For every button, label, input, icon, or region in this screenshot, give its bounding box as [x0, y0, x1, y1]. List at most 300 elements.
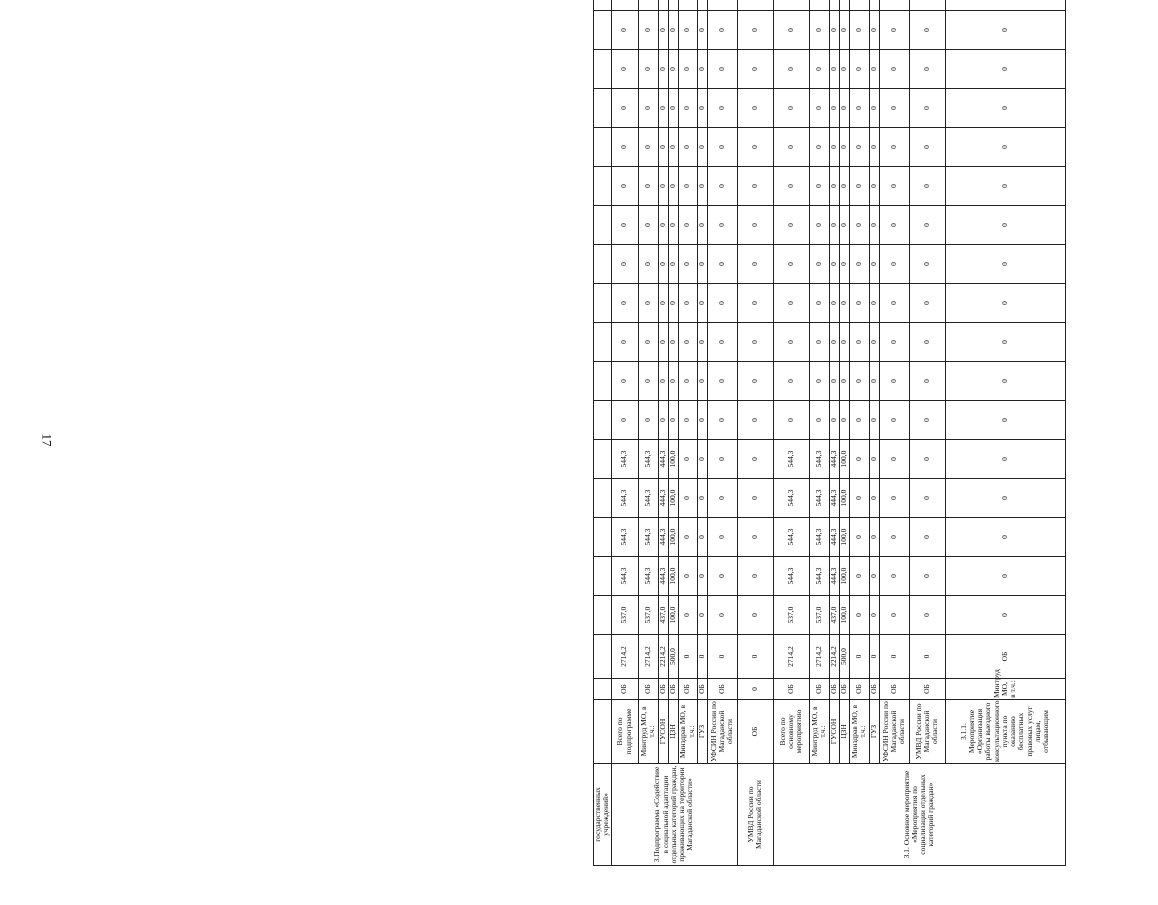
value-cell: 0: [737, 284, 773, 323]
value-cell: 0: [909, 323, 945, 362]
value-cell: [594, 0, 612, 11]
value-cell: 2214,2: [658, 635, 668, 679]
value-cell: 0: [707, 50, 737, 89]
value-cell: 0: [697, 323, 707, 362]
value-cell: 0: [839, 50, 849, 89]
value-cell: 544,3: [638, 518, 658, 557]
value-cell: 0: [707, 518, 737, 557]
value-cell: [594, 50, 612, 89]
value-cell: 0: [668, 206, 678, 245]
value-cell: 0: [869, 635, 879, 679]
value-cell: 0: [849, 206, 869, 245]
value-cell: 0: [849, 89, 869, 128]
value-cell: 0: [773, 167, 809, 206]
value-cell: 0: [678, 440, 697, 479]
value-cell: 0: [909, 50, 945, 89]
value-cell: 0: [611, 167, 638, 206]
value-cell: 0: [707, 206, 737, 245]
executor-cell: ГУСОН: [658, 700, 668, 764]
value-cell: 0: [668, 401, 678, 440]
value-cell: 100,0: [668, 596, 678, 635]
value-cell: 0: [849, 518, 869, 557]
value-cell: [697, 0, 707, 11]
value-cell: 437,0: [829, 596, 839, 635]
value-cell: 0: [697, 479, 707, 518]
table-row: [909, 0, 945, 866]
value-cell: 0: [809, 89, 829, 128]
value-cell: 444,3: [658, 557, 668, 596]
value-cell: 0: [869, 518, 879, 557]
value-cell: 0: [638, 128, 658, 167]
funding-source-cell: ОБ: [773, 679, 809, 700]
value-cell: 0: [945, 50, 1065, 89]
value-cell: 0: [809, 362, 829, 401]
table-row: [839, 0, 849, 866]
value-cell: 544,3: [638, 479, 658, 518]
value-cell: [594, 128, 612, 167]
rotated-page: [593, 26, 1158, 866]
value-cell: 0: [638, 245, 658, 284]
funding-source-cell: ОБ: [909, 679, 945, 700]
value-cell: 0: [638, 50, 658, 89]
value-cell: 0: [658, 323, 668, 362]
value-cell: 0: [658, 284, 668, 323]
value-cell: 0: [849, 440, 869, 479]
value-cell: 0: [697, 596, 707, 635]
value-cell: 444,3: [829, 440, 839, 479]
value-cell: 0: [879, 284, 909, 323]
value-cell: 2714,2: [773, 635, 809, 679]
value-cell: 0: [678, 50, 697, 89]
value-cell: 0: [839, 401, 849, 440]
value-cell: [594, 518, 612, 557]
value-cell: [594, 596, 612, 635]
value-cell: 537,0: [773, 596, 809, 635]
value-cell: 0: [678, 245, 697, 284]
value-cell: 0: [737, 89, 773, 128]
table-row: [849, 0, 869, 866]
value-cell: 0: [869, 479, 879, 518]
value-cell: 100,0: [839, 596, 849, 635]
value-cell: 0: [869, 50, 879, 89]
value-cell: 0: [658, 206, 668, 245]
value-cell: [594, 479, 612, 518]
value-cell: 0: [849, 284, 869, 323]
value-cell: 544,3: [809, 557, 829, 596]
value-cell: 0: [879, 89, 909, 128]
value-cell: 0: [638, 284, 658, 323]
value-cell: 0: [678, 596, 697, 635]
value-cell: 0: [658, 401, 668, 440]
value-cell: 444,3: [658, 479, 668, 518]
value-cell: 100,0: [839, 440, 849, 479]
value-cell: 0: [737, 401, 773, 440]
funding-source-cell: ОБ: [611, 679, 638, 700]
value-cell: [879, 0, 909, 11]
value-cell: 0: [658, 128, 668, 167]
value-cell: 444,3: [658, 440, 668, 479]
value-cell: [594, 362, 612, 401]
value-cell: 0: [879, 245, 909, 284]
value-cell: 0: [945, 206, 1065, 245]
funding-source-cell: ОБ: [829, 679, 839, 700]
value-cell: 0: [668, 284, 678, 323]
value-cell: 100,0: [668, 557, 678, 596]
value-cell: 0: [611, 401, 638, 440]
value-cell: [594, 401, 612, 440]
value-cell: 0: [707, 11, 737, 50]
value-cell: 0: [879, 362, 909, 401]
value-cell: 0: [611, 50, 638, 89]
value-cell: 0: [869, 362, 879, 401]
value-cell: 0: [849, 557, 869, 596]
funding-source-cell: ОБ: [697, 679, 707, 700]
value-cell: 0: [611, 245, 638, 284]
executor-cell: УФСИН России по Магаданской области: [707, 700, 737, 764]
value-cell: 0: [909, 362, 945, 401]
value-cell: 0: [869, 245, 879, 284]
value-cell: 0: [707, 284, 737, 323]
value-cell: 0: [945, 440, 1065, 479]
funding-source-cell: ОБ: [707, 679, 737, 700]
value-cell: 0: [849, 50, 869, 89]
value-cell: 0: [829, 323, 839, 362]
value-cell: 100,0: [668, 440, 678, 479]
value-cell: 0: [697, 128, 707, 167]
table-row: [594, 0, 612, 866]
value-cell: 0: [707, 245, 737, 284]
value-cell: 0: [773, 284, 809, 323]
value-cell: 0: [839, 11, 849, 50]
program-name-cell: 3.Подпрограмма «Содействие в социальной адаптации отдельных категорий граждан, проживающих на территории Магаданской области»: [611, 764, 737, 866]
value-cell: 0: [945, 167, 1065, 206]
value-cell: 0: [697, 635, 707, 679]
value-cell: 0: [909, 518, 945, 557]
value-cell: 0: [638, 167, 658, 206]
value-cell: 0: [707, 128, 737, 167]
value-cell: 0: [678, 323, 697, 362]
value-cell: 544,3: [809, 518, 829, 557]
value-cell: 0: [737, 679, 773, 700]
value-cell: 0: [773, 128, 809, 167]
executor-cell: УФСИН России по Магаданской области: [879, 700, 909, 764]
funding-source-cell: [594, 679, 612, 700]
value-cell: 0: [879, 11, 909, 50]
value-cell: 0: [678, 635, 697, 679]
value-cell: 0: [658, 245, 668, 284]
value-cell: 0: [849, 167, 869, 206]
value-cell: 0: [737, 440, 773, 479]
value-cell: 0: [611, 128, 638, 167]
value-cell: [594, 11, 612, 50]
value-cell: 0: [737, 50, 773, 89]
value-cell: 0: [909, 284, 945, 323]
value-cell: 0: [697, 557, 707, 596]
value-cell: 0: [869, 128, 879, 167]
value-cell: 0: [869, 167, 879, 206]
value-cell: 0: [678, 557, 697, 596]
value-cell: 0: [829, 128, 839, 167]
value-cell: 0: [879, 518, 909, 557]
value-cell: 0: [697, 440, 707, 479]
value-cell: 0: [737, 245, 773, 284]
value-cell: 0: [773, 50, 809, 89]
executor-cell: Минтруд МО, в т.ч.:: [638, 700, 658, 764]
value-cell: 0: [879, 167, 909, 206]
value-cell: 0: [638, 11, 658, 50]
value-cell: 0: [678, 284, 697, 323]
value-cell: 0: [678, 479, 697, 518]
table-row: [707, 0, 737, 866]
value-cell: 0: [849, 596, 869, 635]
value-cell: 0: [678, 518, 697, 557]
value-cell: 0: [809, 245, 829, 284]
value-cell: 0: [737, 557, 773, 596]
value-cell: [594, 440, 612, 479]
executor-cell: ЦЗН: [839, 700, 849, 764]
value-cell: 0: [773, 362, 809, 401]
value-cell: 0: [945, 362, 1065, 401]
table-row: [773, 0, 809, 866]
value-cell: 0: [638, 89, 658, 128]
value-cell: 0: [839, 323, 849, 362]
value-cell: 0: [909, 557, 945, 596]
value-cell: [809, 0, 829, 11]
executor-cell: ГУЗ: [869, 700, 879, 764]
value-cell: 0: [909, 167, 945, 206]
executor-cell: ЦЗН: [668, 700, 678, 764]
value-cell: 537,0: [638, 596, 658, 635]
value-cell: [678, 0, 697, 11]
value-cell: 0: [611, 362, 638, 401]
value-cell: 100,0: [839, 557, 849, 596]
value-cell: 100,0: [839, 518, 849, 557]
executor-cell: Минздрав МО, в т.ч.:: [849, 700, 869, 764]
value-cell: 444,3: [658, 518, 668, 557]
value-cell: [594, 245, 612, 284]
executor-cell: ГУСОН: [829, 700, 839, 764]
value-cell: 0: [697, 167, 707, 206]
value-cell: 0: [773, 245, 809, 284]
value-cell: 0: [638, 401, 658, 440]
value-cell: 0: [909, 479, 945, 518]
value-cell: 0: [849, 401, 869, 440]
value-cell: 0: [638, 206, 658, 245]
value-cell: 0: [849, 635, 869, 679]
value-cell: 0: [611, 11, 638, 50]
value-cell: 100,0: [668, 518, 678, 557]
value-cell: 0: [707, 635, 737, 679]
value-cell: 0: [668, 167, 678, 206]
value-cell: 444,3: [829, 479, 839, 518]
value-cell: 0: [869, 11, 879, 50]
value-cell: 0: [638, 323, 658, 362]
executor-cell: УМВД России по Магаданской области: [737, 764, 773, 866]
value-cell: 0: [909, 401, 945, 440]
program-name-cell: 3.1. Основное мероприятие «Мероприятия по социализации отдельных категорий граждан»: [773, 764, 1065, 866]
value-cell: 0: [611, 323, 638, 362]
executor-cell: Всего по основному мероприятию: [773, 700, 809, 764]
value-cell: 544,3: [611, 557, 638, 596]
value-cell: 544,3: [773, 440, 809, 479]
value-cell: 0: [849, 362, 869, 401]
value-cell: [594, 89, 612, 128]
value-cell: 0: [839, 206, 849, 245]
value-cell: 0: [773, 89, 809, 128]
value-cell: 0: [945, 557, 1065, 596]
value-cell: 0: [809, 206, 829, 245]
value-cell: 0: [829, 284, 839, 323]
value-cell: [773, 0, 809, 11]
value-cell: 0: [839, 245, 849, 284]
value-cell: 0: [839, 167, 849, 206]
value-cell: 0: [707, 89, 737, 128]
value-cell: 0: [879, 401, 909, 440]
value-cell: 0: [809, 167, 829, 206]
value-cell: 0: [945, 596, 1065, 635]
value-cell: 0: [829, 50, 839, 89]
value-cell: 0: [697, 245, 707, 284]
value-cell: 537,0: [809, 596, 829, 635]
page-number: 17: [39, 433, 55, 447]
value-cell: 0: [697, 11, 707, 50]
funding-source-cell: ОБ: [737, 700, 773, 764]
value-cell: 0: [879, 635, 909, 679]
value-cell: [839, 0, 849, 11]
value-cell: 0: [909, 245, 945, 284]
value-cell: 0: [829, 401, 839, 440]
value-cell: 544,3: [611, 479, 638, 518]
value-cell: 544,3: [611, 518, 638, 557]
value-cell: 0: [658, 89, 668, 128]
value-cell: 0: [839, 284, 849, 323]
value-cell: [909, 0, 945, 11]
value-cell: 0: [668, 128, 678, 167]
value-cell: 0: [737, 596, 773, 635]
value-cell: 0: [945, 401, 1065, 440]
value-cell: 0: [829, 167, 839, 206]
table-row: [737, 0, 773, 866]
value-cell: 0: [909, 596, 945, 635]
value-cell: 0: [945, 518, 1065, 557]
value-cell: 0: [829, 245, 839, 284]
value-cell: 0: [707, 440, 737, 479]
value-cell: 500,0: [839, 635, 849, 679]
value-cell: 0: [737, 206, 773, 245]
value-cell: 2714,2: [809, 635, 829, 679]
value-cell: 544,3: [638, 557, 658, 596]
value-cell: 0: [809, 323, 829, 362]
value-cell: 0: [697, 89, 707, 128]
funding-source-cell: ОБ: [658, 679, 668, 700]
value-cell: 0: [668, 245, 678, 284]
value-cell: 0: [909, 635, 945, 679]
value-cell: 0: [829, 206, 839, 245]
value-cell: 0: [638, 362, 658, 401]
value-cell: 0: [869, 596, 879, 635]
value-cell: 0: [697, 518, 707, 557]
value-cell: 0: [879, 128, 909, 167]
value-cell: 0: [611, 284, 638, 323]
value-cell: [594, 635, 612, 679]
value-cell: 0: [809, 284, 829, 323]
value-cell: 0: [945, 128, 1065, 167]
value-cell: 0: [909, 89, 945, 128]
funding-source-cell: ОБ: [849, 679, 869, 700]
value-cell: 0: [879, 557, 909, 596]
value-cell: 444,3: [829, 518, 839, 557]
table-row: [809, 0, 829, 866]
value-cell: 0: [869, 89, 879, 128]
value-cell: 0: [668, 50, 678, 89]
value-cell: 0: [611, 206, 638, 245]
value-cell: 0: [678, 206, 697, 245]
value-cell: 544,3: [773, 557, 809, 596]
value-cell: 0: [697, 401, 707, 440]
value-cell: [594, 206, 612, 245]
value-cell: 0: [697, 206, 707, 245]
funding-source-cell: ОБ: [869, 679, 879, 700]
value-cell: 0: [737, 167, 773, 206]
value-cell: 444,3: [829, 557, 839, 596]
value-cell: 0: [668, 362, 678, 401]
value-cell: 0: [879, 50, 909, 89]
value-cell: 544,3: [773, 479, 809, 518]
value-cell: 544,3: [809, 479, 829, 518]
value-cell: [611, 0, 638, 11]
value-cell: 0: [849, 479, 869, 518]
executor-cell: Минздрав МО, в т.ч.:: [678, 700, 697, 764]
value-cell: 2214,2: [829, 635, 839, 679]
value-cell: 0: [658, 362, 668, 401]
value-cell: 0: [829, 89, 839, 128]
value-cell: 537,0: [611, 596, 638, 635]
value-cell: 0: [809, 128, 829, 167]
value-cell: 0: [658, 167, 668, 206]
value-cell: 0: [707, 323, 737, 362]
value-cell: 0: [737, 11, 773, 50]
value-cell: 437,0: [658, 596, 668, 635]
value-cell: [594, 557, 612, 596]
value-cell: 0: [869, 323, 879, 362]
value-cell: 0: [697, 50, 707, 89]
value-cell: 0: [707, 362, 737, 401]
value-cell: 0: [678, 362, 697, 401]
value-cell: 0: [849, 128, 869, 167]
value-cell: 0: [945, 11, 1065, 50]
table-row: [879, 0, 909, 866]
value-cell: 0: [678, 167, 697, 206]
value-cell: 0: [678, 401, 697, 440]
value-cell: 0: [909, 128, 945, 167]
executor-cell: Минтруд МО, в т.ч.:: [945, 679, 1065, 700]
value-cell: 0: [839, 89, 849, 128]
table-row: [678, 0, 697, 866]
table-row: [658, 0, 668, 866]
value-cell: 2714,2: [638, 635, 658, 679]
value-cell: 0: [668, 11, 678, 50]
value-cell: 544,3: [773, 518, 809, 557]
table-row: [945, 0, 1065, 866]
value-cell: 0: [839, 128, 849, 167]
value-cell: 100,0: [839, 479, 849, 518]
value-cell: 0: [945, 245, 1065, 284]
value-cell: 0: [945, 284, 1065, 323]
value-cell: 0: [869, 206, 879, 245]
value-cell: 0: [879, 323, 909, 362]
value-cell: 0: [678, 89, 697, 128]
table-row: [697, 0, 707, 866]
